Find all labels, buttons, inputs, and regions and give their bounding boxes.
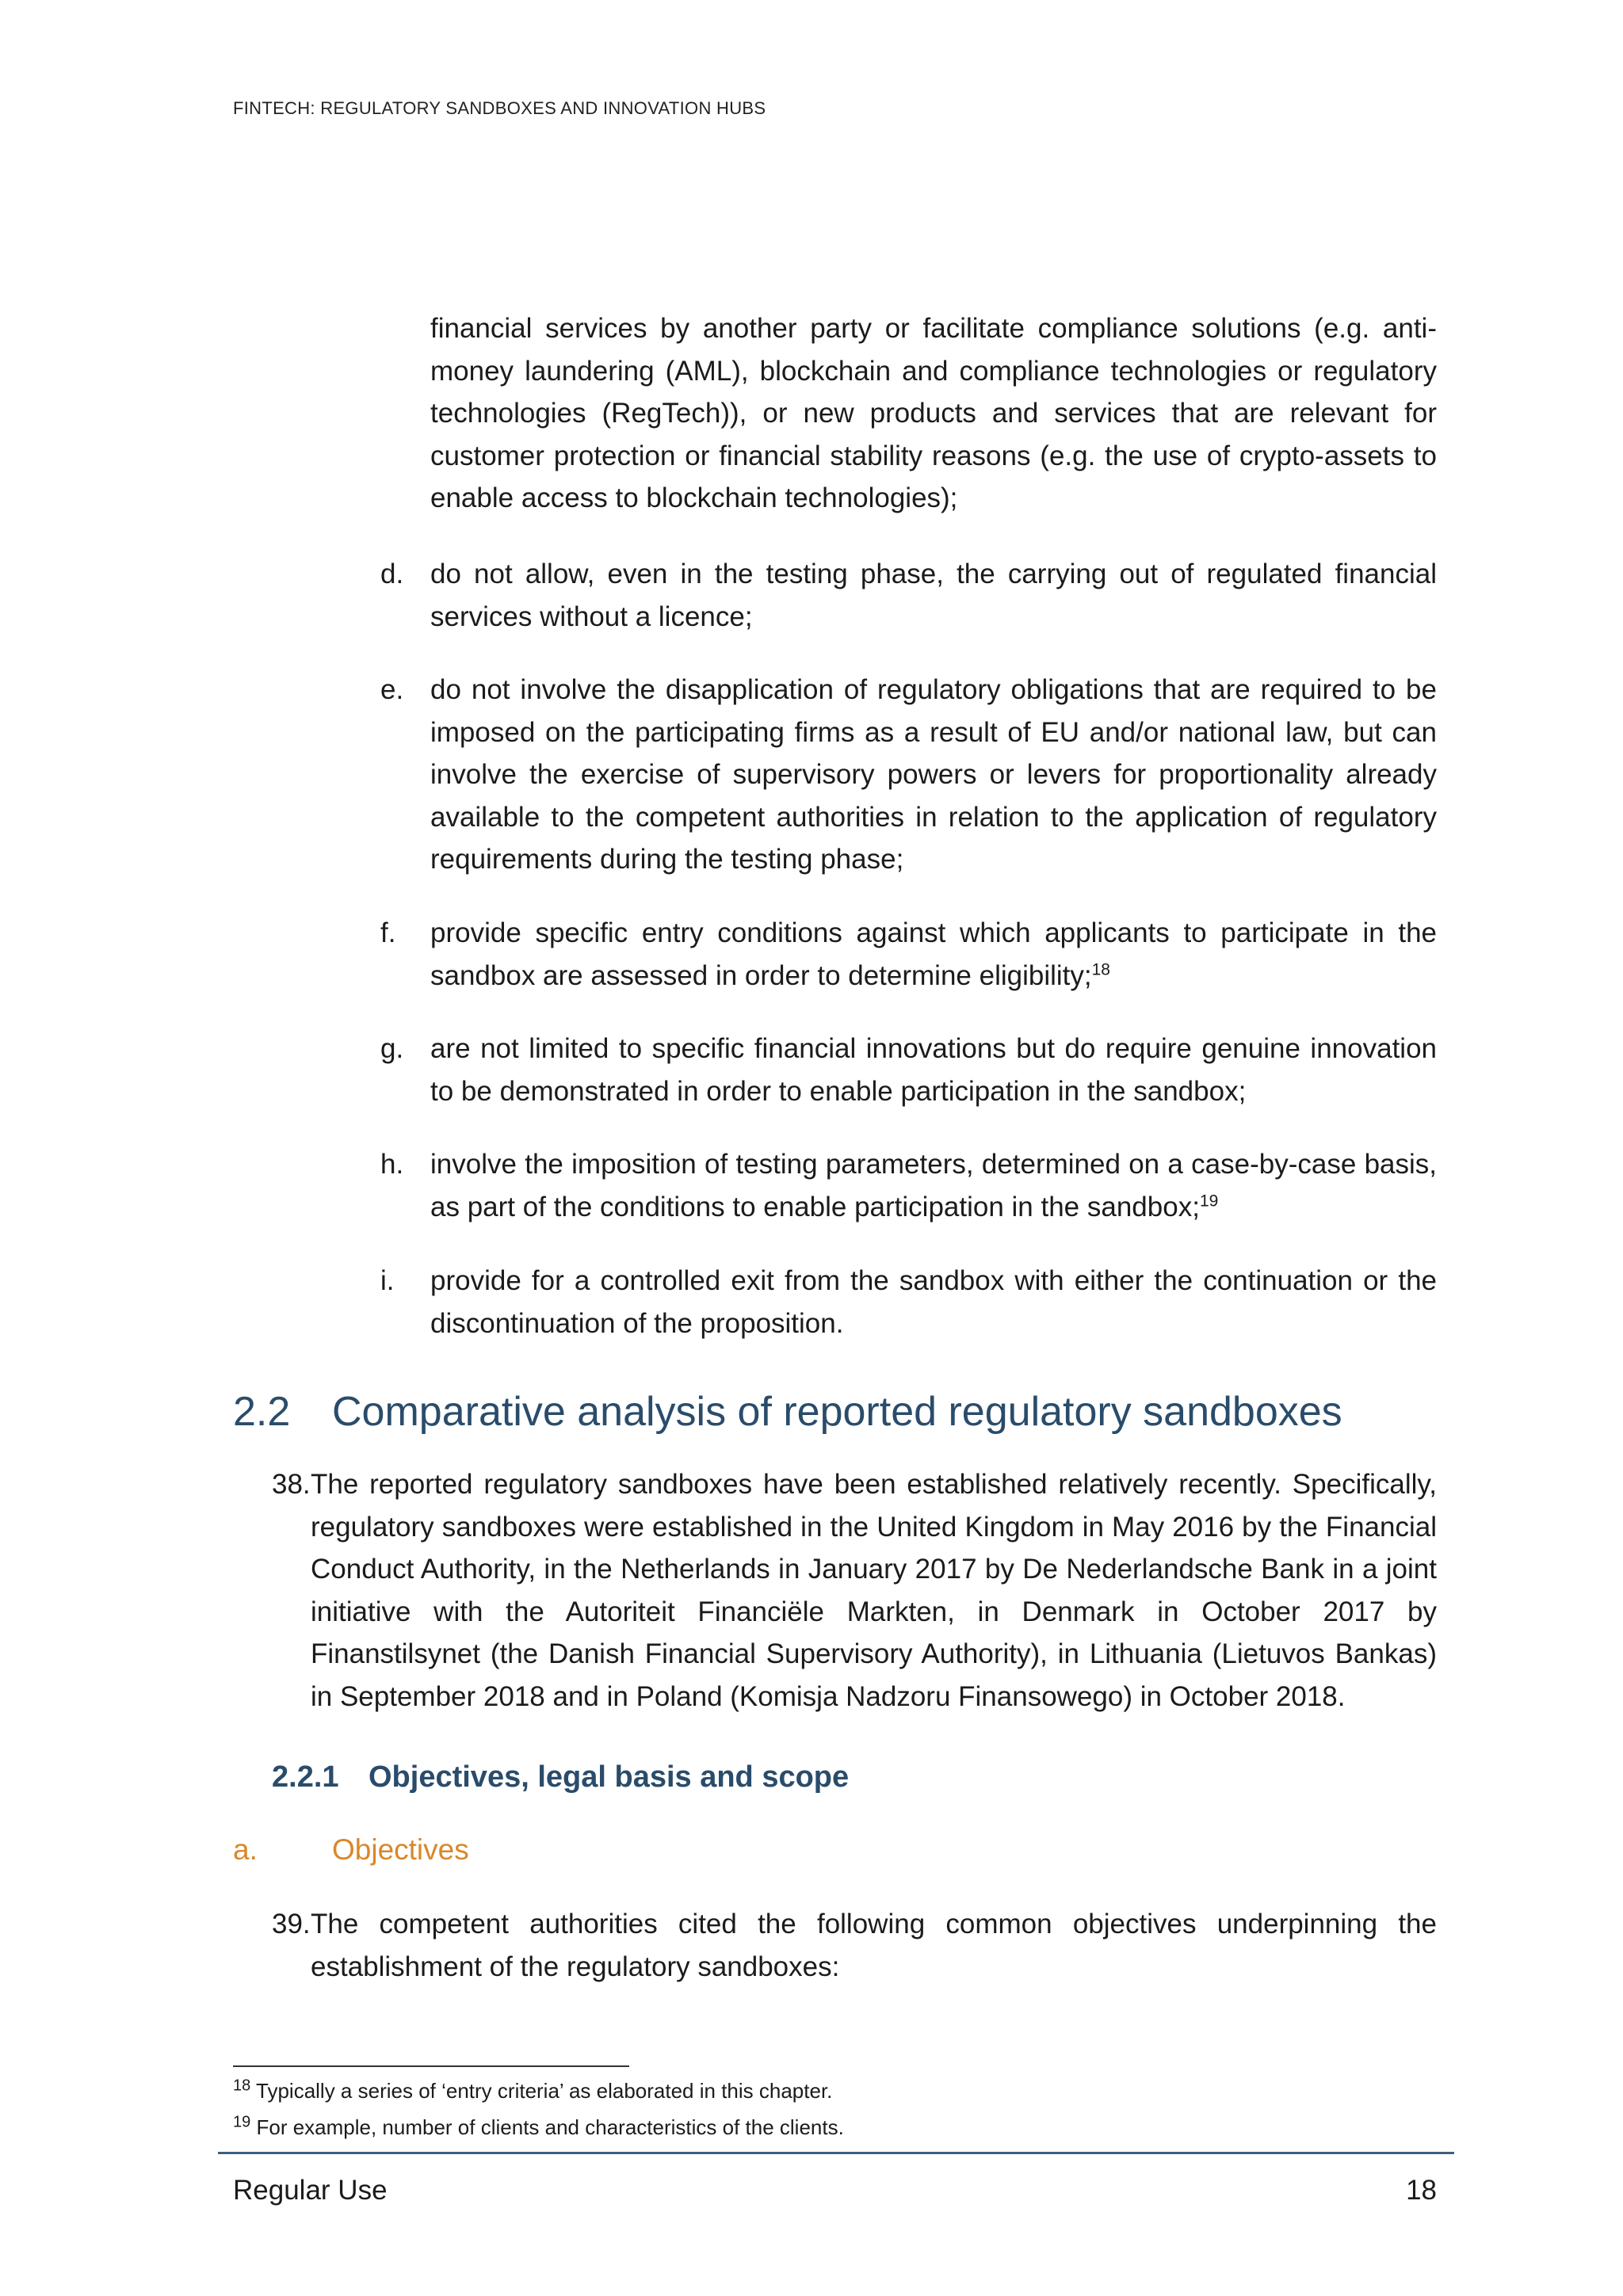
footnote-18 <box>233 2079 832 2103</box>
subsubsection-label: a. <box>233 1833 258 1866</box>
list-item-g: are not limited to specific financial innovations but do require genuine innovation to be demonstrated in order to enable participation in the sandbox; <box>430 1033 1437 1107</box>
footnote-number-19: 19 <box>233 2113 251 2131</box>
list-item-f-text: provide specific entry conditions against which applicants to participate in the sandbox are assessed in order to determine eligibility; <box>430 917 1437 991</box>
footnote-text-19: For example, number of clients and characteristics of the clients. <box>256 2115 844 2139</box>
paragraph-number-38: 38. <box>272 1469 311 1500</box>
list-item-i: provide for a controlled exit from the sandbox with either the continuation or the discontinuation of the proposition. <box>430 1265 1437 1339</box>
list-item-label-i: i. <box>380 1265 395 1296</box>
list-item-label-h: h. <box>380 1149 404 1180</box>
paragraph-38: The reported regulatory sandboxes have been established relatively recently. Specifically, regulatory sandboxes were established in the United Kingdom in May 2016 by the Financial Conduct Authority, in the Netherlands in January 2017 by De Nederlandsche Bank in a joint initiative with the Autoriteit Financiële Markten, in Denmark in October 2017 by Finanstilsynet (the Danish Financial Supervisory Authority), in Lithuania (Lietuvos Bankas) in September 2018 and in Poland (Komisja Nadzoru Finansowego) in October 2018. <box>311 1469 1437 1712</box>
footnote-separator <box>233 2065 629 2067</box>
list-item-d: do not allow, even in the testing phase, the carrying out of regulated financial services without a licence; <box>430 559 1437 632</box>
running-header: FINTECH: REGULATORY SANDBOXES AND INNOVATION HUBS <box>233 98 766 118</box>
footer-rule <box>218 2152 1454 2154</box>
list-item-label-f: f. <box>380 917 396 948</box>
subsubsection-title: Objectives <box>332 1833 469 1866</box>
subsection-heading <box>272 1760 849 1794</box>
list-item-f <box>430 912 1437 997</box>
page-number: 18 <box>1406 2175 1437 2206</box>
list-continuation: financial services by another party or facilitate compliance solutions (e.g. anti-money laundering (AML), blockchain and compliance technologies or regulatory technologies (RegTech)), or new products and services that are relevant for customer protection or financial stability reasons (e.g. the use of crypto-assets to enable access to blockchain technologies); <box>430 313 1437 513</box>
list-item-e: do not involve the disapplication of regulatory obligations that are required to be imposed on the participating firms as a result of EU and/or national law, but can involve the exercise of supervisory powers or levers for proportionality already available to the competent authorities in relation to the application of regulatory requirements during the testing phase; <box>430 674 1437 875</box>
list-item-label-e: e. <box>380 674 404 705</box>
footnote-text-18: Typically a series of ‘entry criteria’ as elaborated in this chapter. <box>256 2079 833 2103</box>
footnote-19 <box>233 2115 844 2140</box>
footer-classification: Regular Use <box>233 2175 388 2206</box>
subsubsection-heading <box>233 1833 469 1867</box>
footnote-ref-18[interactable]: 18 <box>1091 959 1110 978</box>
section-heading <box>233 1388 1342 1436</box>
section-title: Comparative analysis of reported regulatory sandboxes <box>332 1389 1342 1435</box>
footnote-ref-19[interactable]: 19 <box>1199 1191 1219 1210</box>
paragraph-39: The competent authorities cited the following common objectives underpinning the establishment of the regulatory sandboxes: <box>311 1909 1437 1982</box>
list-item-label-d: d. <box>380 559 404 589</box>
paragraph-number-39: 39. <box>272 1909 311 1939</box>
section-number: 2.2 <box>233 1389 291 1435</box>
list-item-h <box>430 1143 1437 1228</box>
footnote-number-18: 18 <box>233 2077 251 2095</box>
list-item-label-g: g. <box>380 1033 404 1064</box>
list-item-h-text: involve the imposition of testing parameters, determined on a case-by-case basis, as part of the conditions to enable participation in the sandbox; <box>430 1149 1437 1222</box>
subsection-number: 2.2.1 <box>272 1760 339 1794</box>
subsection-title: Objectives, legal basis and scope <box>369 1760 850 1794</box>
